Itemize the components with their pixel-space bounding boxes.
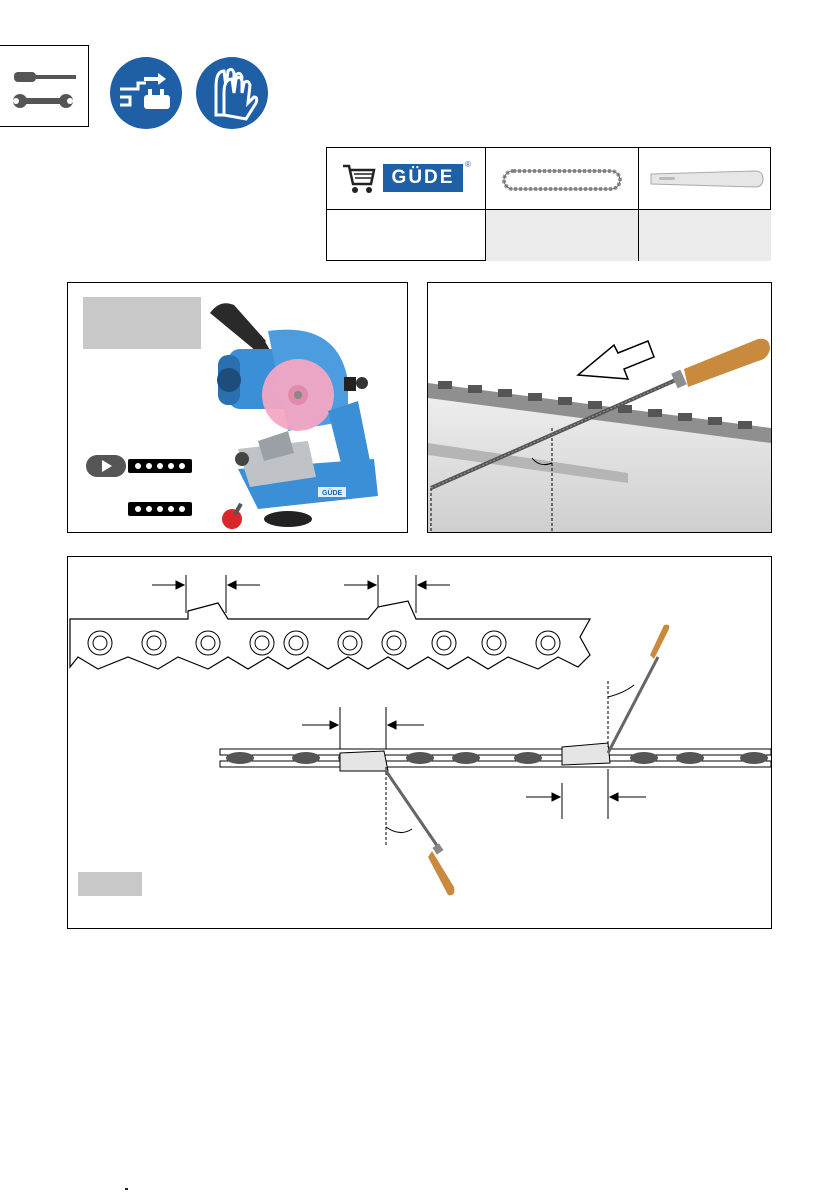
article-code-box xyxy=(128,502,192,516)
filing-panel xyxy=(427,282,772,533)
disconnect-power-icon xyxy=(110,57,182,129)
brand-logo xyxy=(383,164,463,192)
guide-bar-icon xyxy=(647,168,765,190)
grinder-badge: GÜDE xyxy=(322,490,343,497)
chain-sharpener-image xyxy=(198,291,408,531)
chain-geometry-panel xyxy=(67,556,772,929)
play-video-button[interactable] xyxy=(86,455,126,477)
empty-cell xyxy=(327,210,486,261)
registered-mark: ® xyxy=(465,160,471,169)
brand-cell xyxy=(327,148,486,210)
guide-bar-cell xyxy=(639,148,771,210)
shopping-cart-icon[interactable] xyxy=(341,162,377,196)
screwdriver-and-wrench-icon xyxy=(0,46,88,128)
sharpener-panel xyxy=(67,282,408,533)
article-label xyxy=(83,297,201,349)
chain-cell xyxy=(486,148,639,210)
chain-geometry-diagram xyxy=(68,557,771,928)
guide-bar-value-cell xyxy=(639,210,771,261)
tools-required-box xyxy=(0,45,89,127)
chain-filing-image xyxy=(428,283,771,532)
wear-gloves-icon xyxy=(196,57,268,129)
video-code-box xyxy=(128,459,192,473)
chain-value-cell xyxy=(486,210,639,261)
brand-logo-text: GÜDE xyxy=(391,167,455,188)
play-video-icon xyxy=(99,459,113,473)
accessory-table xyxy=(326,147,771,261)
saw-chain-icon xyxy=(500,166,624,194)
page-mark xyxy=(125,1188,128,1190)
